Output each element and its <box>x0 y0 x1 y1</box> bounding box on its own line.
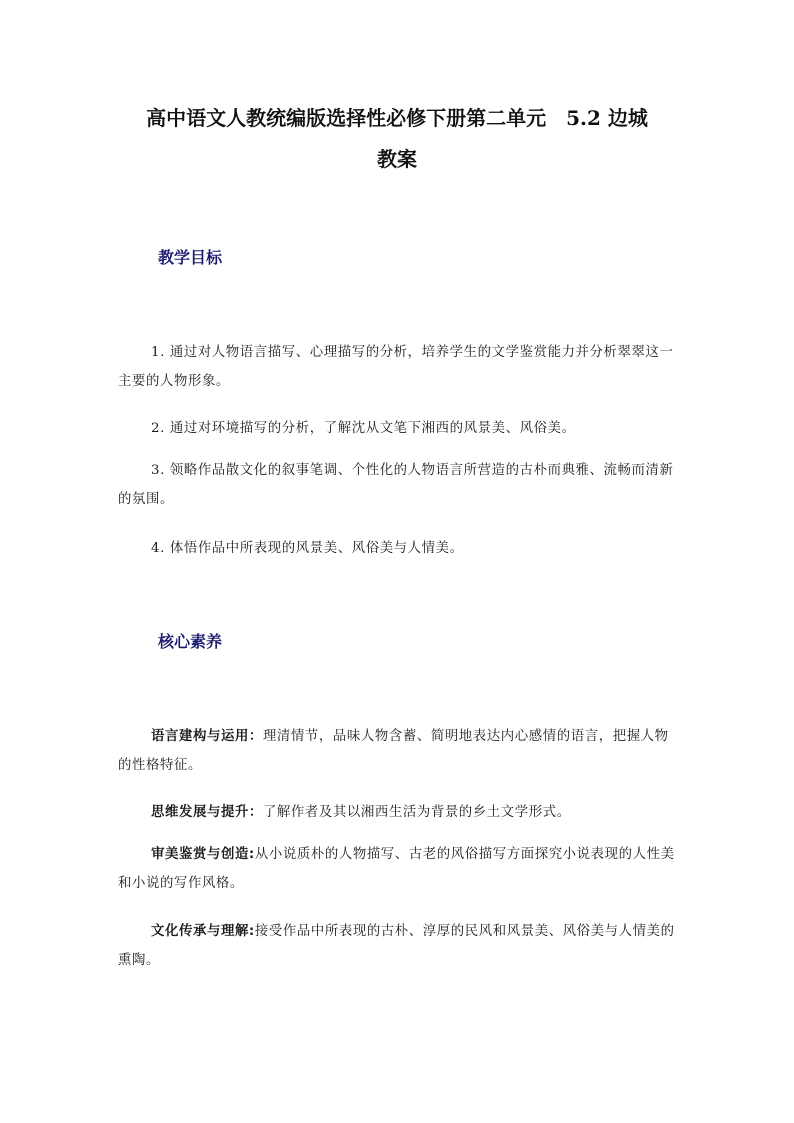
core-item-text: 了解作者及其以湘西生活为背景的乡土文学形式。 <box>262 805 571 820</box>
core-item-aesthetics <box>118 840 678 898</box>
section-heading-goals: 教学目标 <box>158 248 223 267</box>
core-item-text: 理清情节，品味人物含蓄、简明地表达内心感情的语言，把握人物的性格特征。 <box>118 729 669 773</box>
section-heading-core: 核心素养 <box>158 632 223 651</box>
goal-item-1: 1. 通过对人物语言描写、心理描写的分析，培养学生的文学鉴赏能力并分析翠翠这一主要的人物形象。 <box>118 345 674 389</box>
core-item-text: 从小说质朴的人物描写、古老的风俗描写方面探究小说表现的人性美和小说的写作风格。 <box>118 847 675 891</box>
core-item-lead: 思维发展与提升： <box>151 805 263 820</box>
core-item-language <box>118 722 678 780</box>
goal-item-3: 3. 领略作品散文化的叙事笔调、个性化的人物语言所营造的古朴而典雅、流畅而清新的氛围。 <box>118 463 674 507</box>
core-item-culture <box>118 917 678 975</box>
core-item-lead: 审美鉴赏与创造: <box>151 847 255 862</box>
core-item-text: 接受作品中所表现的古朴、淳厚的民风和风景美、风俗美与人情美的熏陶。 <box>118 924 675 968</box>
core-item-thinking <box>118 798 678 827</box>
goal-item-2: 2. 通过对环境描写的分析，了解沈从文笔下湘西的风景美、风俗美。 <box>151 421 576 436</box>
document-title-line2: 教案 <box>377 147 417 171</box>
core-item-lead: 语言建构与运用： <box>151 729 263 744</box>
document-title-line1: 高中语文人教统编版选择性必修下册第二单元 5.2 边城 <box>146 106 648 130</box>
core-item-lead: 文化传承与理解: <box>151 924 255 939</box>
goal-item-4: 4. 体悟作品中所表现的风景美、风俗美与人情美。 <box>151 541 464 556</box>
